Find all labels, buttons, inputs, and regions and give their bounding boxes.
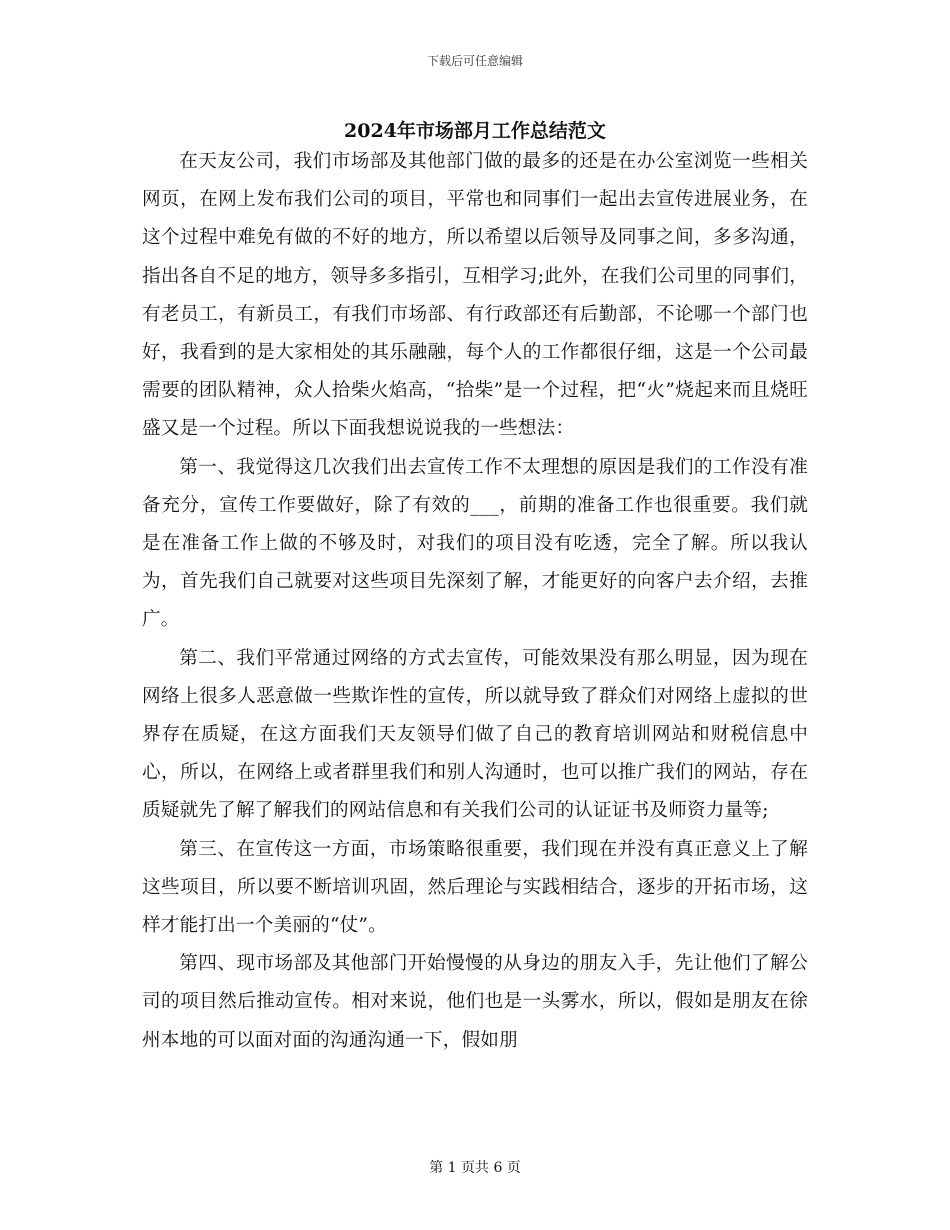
paragraph-point-1: 第一、我觉得这几次我们出去宣传工作不太理想的原因是我们的工作没有准备充分，宣传工作要做好，除了有效的___，前期的准备工作也很重要。我们就是在准备工作上做的不够及时，对我们的项目没有吃透，完全了解。所以我认为，首先我们自己就要对这些项目先深刻了解，才能更好的向客户去介绍，去推广。 <box>142 456 808 631</box>
paragraph-intro: 在天友公司，我们市场部及其他部门做的最多的还是在办公室浏览一些相关网页，在网上发布我们公司的项目，平常也和同事们一起出去宣传进展业务，在这个过程中难免有做的不好的地方，所以希望以后领导及同事之间，多多沟通，指出各自不足的地方，领导多多指引，互相学习;此外，在我们公司里的同事们，有老员工，有新员工，有我们市场部、有行政部还有后勤部，不论哪一个部门也好，我看到的是大家相处的其乐融融，每个人的工作都很仔细，这是一个公司最需要的团队精神，众人拾柴火焰高，“拾柴”是一个过程，把“火”烧起来而且烧旺盛又是一个过程。所以下面我想说说我的一些想法： <box>142 151 808 440</box>
paragraph-point-2: 第二、我们平常通过网络的方式去宣传，可能效果没有那么明显，因为现在网络上很多人恶意做一些欺诈性的宣传，所以就导致了群众们对网络上虚拟的世界存在质疑，在这方面我们天友领导们做了自己的教育培训网站和财税信息中心，所以，在网络上或者群里我们和别人沟通时，也可以推广我们的网站，存在质疑就先了解了解我们的网站信息和有关我们公司的认证证书及师资力量等; <box>142 647 808 822</box>
page-header-note: 下载后可任意编辑 <box>426 54 523 68</box>
paragraph-point-4: 第四、现市场部及其他部门开始慢慢的从身边的朋友入手，先让他们了解公司的项目然后推动宣传。相对来说，他们也是一头雾水，所以，假如是朋友在徐州本地的可以面对面的沟通沟通一下，假如朋 <box>142 953 808 1051</box>
document-title: 2024年市场部月工作总结范文 <box>344 120 606 142</box>
document-body <box>142 143 808 1060</box>
page-number-footer: 第 1 页共 6 页 <box>429 1160 521 1176</box>
paragraph-point-3: 第三、在宣传这一方面，市场策略很重要，我们现在并没有真正意义上了解这些项目，所以要不断培训巩固，然后理论与实践相结合，逐步的开拓市场，这样才能打出一个美丽的“仗”。 <box>142 838 808 937</box>
